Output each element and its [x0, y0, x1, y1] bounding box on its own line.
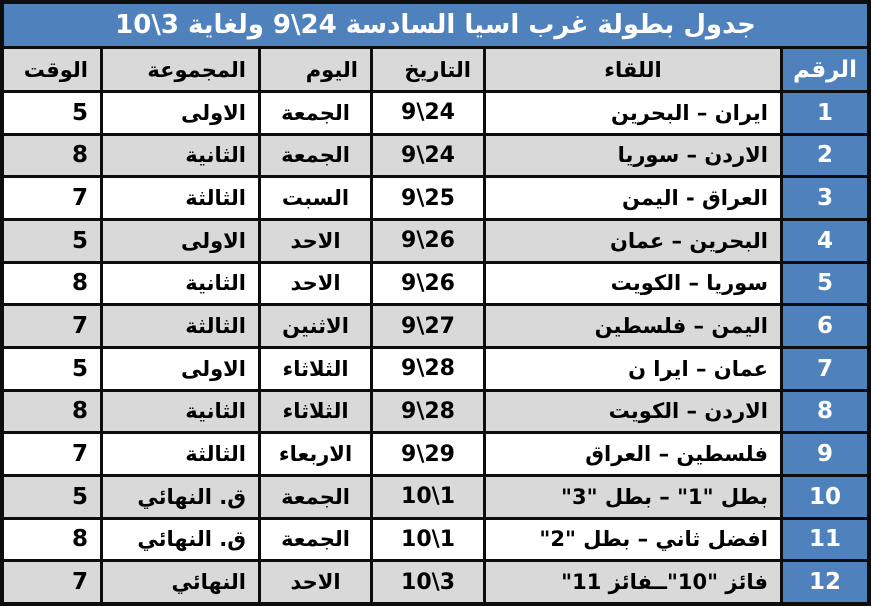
cell-rank: 2: [783, 136, 867, 176]
cell-day: الاثنين: [261, 306, 370, 346]
cell-date: 24\9: [373, 136, 483, 176]
header-rank: الرقم: [783, 49, 867, 90]
table-title: جدول بطولة غرب اسيا السادسة 24\9 ولغاية 3\10: [4, 4, 867, 46]
cell-group: الثالثة: [103, 178, 258, 218]
header-match: اللقاء: [486, 49, 780, 90]
cell-group: الاولى: [103, 349, 258, 389]
cell-date: 1\10: [373, 477, 483, 517]
header-day: اليوم: [261, 49, 370, 90]
cell-time: 7: [4, 562, 100, 602]
cell-rank: 12: [783, 562, 867, 602]
cell-rank: 4: [783, 221, 867, 261]
cell-rank: 6: [783, 306, 867, 346]
cell-date: 26\9: [373, 221, 483, 261]
cell-time: 5: [4, 349, 100, 389]
cell-match: سوريا – الكويت: [486, 264, 780, 304]
cell-date: 28\9: [373, 349, 483, 389]
cell-day: الاحد: [261, 264, 370, 304]
cell-match: الاردن – الكويت: [486, 392, 780, 432]
cell-rank: 11: [783, 520, 867, 560]
cell-date: 27\9: [373, 306, 483, 346]
cell-time: 7: [4, 434, 100, 474]
cell-time: 5: [4, 221, 100, 261]
cell-match: فلسطين – العراق: [486, 434, 780, 474]
cell-group: الثانية: [103, 392, 258, 432]
cell-group: الثالثة: [103, 306, 258, 346]
cell-day: الجمعة: [261, 477, 370, 517]
cell-group: الثانية: [103, 264, 258, 304]
cell-date: 26\9: [373, 264, 483, 304]
cell-day: الاربعاء: [261, 434, 370, 474]
cell-match: البحرين – عمان: [486, 221, 780, 261]
cell-rank: 10: [783, 477, 867, 517]
cell-time: 8: [4, 264, 100, 304]
cell-rank: 9: [783, 434, 867, 474]
cell-rank: 7: [783, 349, 867, 389]
cell-group: ق. النهائي: [103, 477, 258, 517]
cell-time: 5: [4, 93, 100, 133]
cell-date: 24\9: [373, 93, 483, 133]
cell-group: الثانية: [103, 136, 258, 176]
cell-rank: 5: [783, 264, 867, 304]
cell-rank: 3: [783, 178, 867, 218]
cell-time: 8: [4, 520, 100, 560]
cell-date: 28\9: [373, 392, 483, 432]
cell-group: ق. النهائي: [103, 520, 258, 560]
cell-match: بطل "1" – بطل "3": [486, 477, 780, 517]
cell-group: النهائي: [103, 562, 258, 602]
cell-match: فائز "10"ــفائز 11": [486, 562, 780, 602]
cell-day: الاحد: [261, 221, 370, 261]
cell-time: 5: [4, 477, 100, 517]
cell-match: عمان – ايرا ن: [486, 349, 780, 389]
header-time: الوقت: [4, 49, 100, 90]
cell-day: الاحد: [261, 562, 370, 602]
cell-time: 8: [4, 392, 100, 432]
cell-time: 7: [4, 306, 100, 346]
cell-date: 3\10: [373, 562, 483, 602]
cell-day: الجمعة: [261, 93, 370, 133]
cell-match: الاردن – سوريا: [486, 136, 780, 176]
cell-rank: 8: [783, 392, 867, 432]
header-date: التاريخ: [373, 49, 483, 90]
cell-day: السبت: [261, 178, 370, 218]
cell-date: 29\9: [373, 434, 483, 474]
cell-group: الثالثة: [103, 434, 258, 474]
cell-time: 7: [4, 178, 100, 218]
cell-day: الثلاثاء: [261, 349, 370, 389]
cell-match: ايران – البحرين: [486, 93, 780, 133]
header-group: المجموعة: [103, 49, 258, 90]
cell-date: 1\10: [373, 520, 483, 560]
cell-day: الجمعة: [261, 520, 370, 560]
cell-day: الجمعة: [261, 136, 370, 176]
cell-match: العراق - اليمن: [486, 178, 780, 218]
cell-match: اليمن – فلسطين: [486, 306, 780, 346]
cell-day: الثلاثاء: [261, 392, 370, 432]
cell-time: 8: [4, 136, 100, 176]
cell-date: 25\9: [373, 178, 483, 218]
cell-group: الاولى: [103, 93, 258, 133]
cell-rank: 1: [783, 93, 867, 133]
cell-group: الاولى: [103, 221, 258, 261]
cell-match: افضل ثاني – بطل "2": [486, 520, 780, 560]
